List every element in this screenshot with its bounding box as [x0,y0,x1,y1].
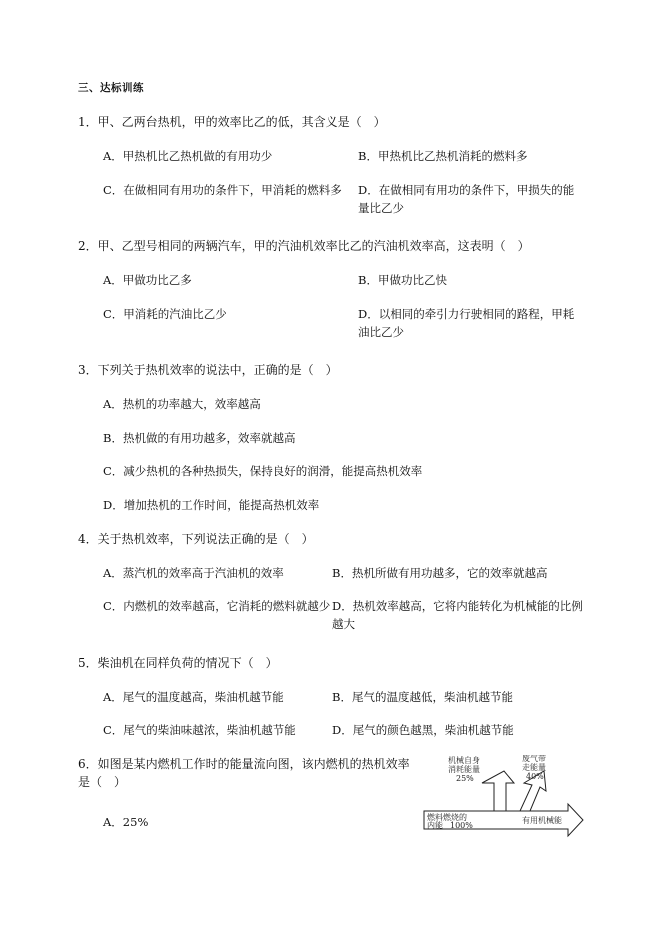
question-2-stem: 2．甲、乙型号相同的两辆汽车，甲的汽油机效率比乙的汽油机效率高，这表明（ ） [78,239,530,253]
question-5-option-b: B．尾气的温度越低，柴油机越节能 [332,690,513,704]
fuel-energy-value: 100% [450,821,473,830]
question-2-option-c: C．甲消耗的汽油比乙少 [103,307,227,321]
question-1-option-c: C．在做相同有用功的条件下，甲消耗的燃料多 [103,183,342,197]
question-3-option-b: B．热机做的有用功越多，效率就越高 [103,431,296,445]
question-4-option-a: A．蒸汽机的效率高于汽油机的效率 [103,566,284,580]
question-2-option-b: B．甲做功比乙快 [358,273,447,287]
question-5-option-a: A．尾气的温度越高，柴油机越节能 [103,690,284,704]
question-6-option-a: A．25% [103,815,149,829]
mechanical-loss-value: 25% [456,774,474,783]
exhaust-loss-label-line2: 走能量 [522,763,546,772]
question-6-stem: 6．如图是某内燃机工作时的能量流向图，该内燃机的热机效率是（ ） [78,757,410,789]
question-4-option-b: B．热机所做有用功越多，它的效率就越高 [332,566,548,580]
question-3-option-a: A．热机的功率越大，效率越高 [103,397,261,411]
exhaust-loss-label-line1: 废气带 [522,755,546,763]
question-2-option-d: D．以相同的牵引力行驶相同的路程，甲耗油比乙少 [358,307,575,339]
question-1-stem: 1．甲、乙两台热机，甲的效率比乙的低，其含义是（ ） [78,115,386,129]
exhaust-loss-value: 40% [526,772,544,781]
question-5-option-d: D．尾气的颜色越黑，柴油机越节能 [332,723,514,737]
question-1-option-a: A．甲热机比乙热机做的有用功少 [103,149,273,163]
question-1-option-b: B．甲热机比乙热机消耗的燃料多 [358,149,528,163]
mechanical-loss-arrow [482,771,514,811]
question-5-stem: 5．柴油机在同样负荷的情况下（ ） [78,656,278,670]
useful-work-label: 有用机械能 [522,816,562,825]
section-title: 三、达标训练 [78,82,144,94]
question-4-option-c: C．内燃机的效率越高，它消耗的燃料就越少 [103,599,331,613]
energy-flow-diagram [418,755,586,847]
question-3-option-d: D．增加热机的工作时间，能提高热机效率 [103,498,320,512]
question-5-option-c: C．尾气的柴油味越浓，柴油机越节能 [103,723,296,737]
question-4-stem: 4．关于热机效率，下列说法正确的是（ ） [78,532,314,546]
question-3-stem: 3．下列关于热机效率的说法中，正确的是（ ） [78,363,338,377]
mechanical-loss-label-line1: 机械自身 [448,756,480,765]
question-4-option-d: D．热机效率越高，它将内能转化为机械能的比例越大 [332,599,583,631]
question-2-option-a: A．甲做功比乙多 [103,273,192,287]
mechanical-loss-label-line2: 消耗能量 [448,765,480,774]
fuel-energy-label-line1: 燃料燃烧的 [427,813,467,822]
fuel-energy-label-line2: 内能 [427,821,443,830]
question-1-option-d: D．在做相同有用功的条件下，甲损失的能量比乙少 [358,183,575,215]
question-3-option-c: C．减少热机的各种热损失，保持良好的润滑，能提高热机效率 [103,464,423,478]
